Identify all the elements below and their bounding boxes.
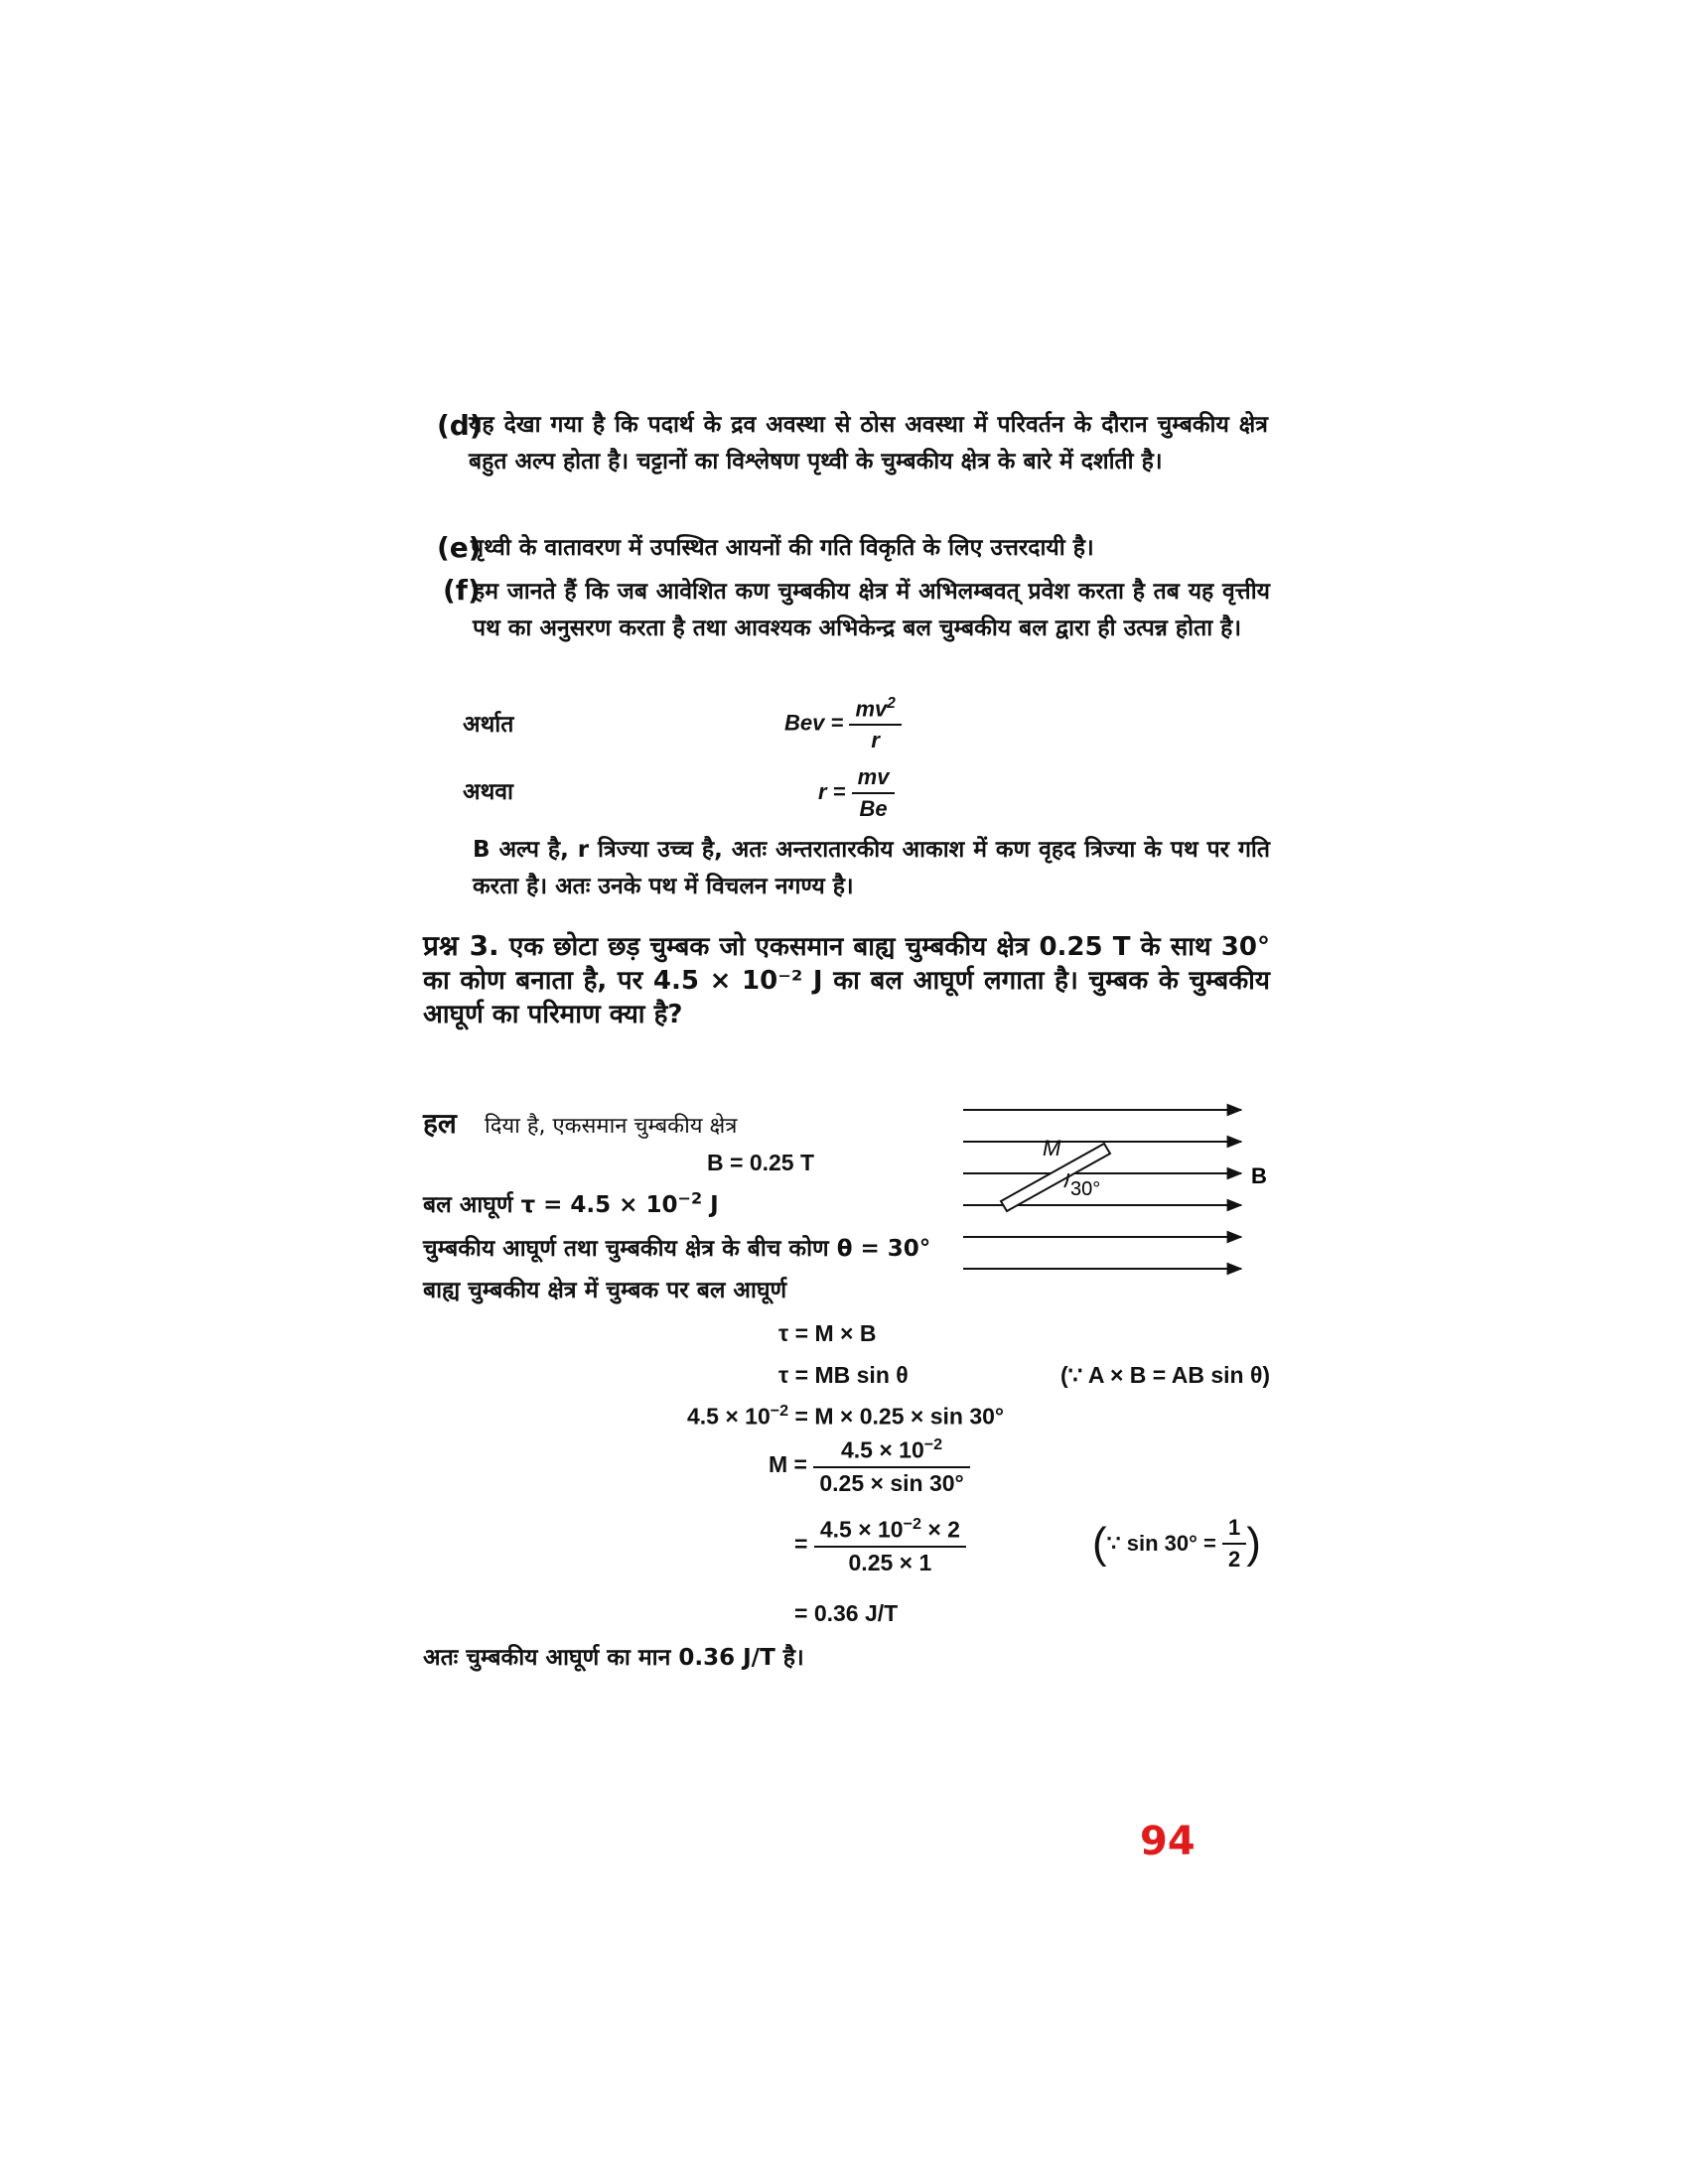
field-lines <box>963 1110 1241 1269</box>
torque-desc: बाह्य चुम्बकीय क्षेत्र में चुम्बक पर बल आघूर्ण <box>423 1278 787 1303</box>
magnet-label: M <box>1043 1136 1061 1160</box>
item-d-label: (d) <box>437 409 483 442</box>
given-text: दिया है, एकसमान चुम्बकीय क्षेत्र <box>485 1114 738 1139</box>
step-6: = 0.36 J/T <box>794 1600 899 1626</box>
step-1: τ = M × B <box>778 1320 877 1346</box>
field-label: B <box>1251 1163 1267 1188</box>
equation-bev: Bev = $\frac{mv^2}{r}$ <box>784 695 902 753</box>
step-4: M = $\frac{4.5 \times 10^{-2}}{0.25 \times \sin 30^\circ}$ <box>769 1435 970 1497</box>
item-d-text: यह देखा गया है कि पदार्थ के द्रव अवस्था से ठोस अवस्था में परिवर्तन के दौरान चुम्बकीय क्षेत्र बहुत अल्प होता है। चट्टानों का विश्लेषण पृथ्वी के चुम्बकीय क्षेत्र के बारे में दर्शाती है। <box>469 412 1268 475</box>
step-5: = $\frac{4.5 \times 10^{-2} \times 2}{0.25 \times 1}$ <box>794 1515 966 1576</box>
step-2: τ = MB sin θ <box>778 1362 909 1388</box>
equation-r: r = $\frac{mv}{Be}$ <box>818 764 895 822</box>
angle-line: चुम्बकीय आघूर्ण तथा चुम्बकीय क्षेत्र के बीच कोण θ = 30° <box>423 1236 931 1262</box>
conclusion-text: B अल्प है, r त्रिज्या उच्च है, अतः अन्तरातारकीय आकाश में कण वृहद त्रिज्या के पथ पर गति करता है। अतः उनके पथ में विचलन नगण्य है। <box>473 837 1270 899</box>
page-number: 94 <box>1140 1819 1196 1864</box>
step-3: $4.5 \times 10^{-2} = M \times 0.25 \times \sin 30^\circ$ <box>687 1402 1005 1430</box>
magnet-field-diagram <box>953 1092 1271 1291</box>
question-text: एक छोटा छड़ चुम्बक जो एकसमान बाह्य चुम्बकीय क्षेत्र 0.25 T के साथ 30° का कोण बनाता है, पर 4.5 × 10⁻² J का बल आघूर्ण लगाता है। चुम्बक के चुम्बकीय आघूर्ण का परिमाण क्या है? <box>423 932 1270 1029</box>
step-5-note: (∵ sin 30° = $\frac{1}{2}$ ) <box>1092 1515 1261 1571</box>
final-answer: अतः चुम्बकीय आघूर्ण का मान 0.36 J/T है। <box>423 1645 804 1671</box>
athva-label: अथवा <box>463 779 514 805</box>
angle-label: 30° <box>1070 1178 1101 1200</box>
given-B: B = 0.25 T <box>707 1150 815 1175</box>
question-block <box>423 929 1270 1031</box>
hal-label: हल <box>423 1107 457 1140</box>
question-number: प्रश्न 3. <box>423 929 499 962</box>
item-e-text: पृथ्वी के वातावरण में उपस्थित आयनों की गति विकृति के लिए उत्तरदायी है। <box>471 535 1094 561</box>
item-e-label: (e) <box>437 531 482 564</box>
step-2-note: (∵ A × B = AB sin θ) <box>1060 1362 1271 1388</box>
torque-given: बल आघूर्ण $\tau = 4.5 \times 10^{-2}$ J <box>423 1188 719 1218</box>
arthat-label: अर्थात <box>463 712 514 738</box>
item-f-label: (f) <box>443 574 481 607</box>
item-f-text: हम जानते हैं कि जब आवेशित कण चुम्बकीय क्षेत्र में अभिलम्बवत् प्रवेश करता है तब यह वृत्तीय पथ का अनुसरण करता है तथा आवश्यक अभिकेन्द्र बल चुम्बकीय बल द्वारा ही उत्पन्न होता है। <box>473 579 1270 641</box>
